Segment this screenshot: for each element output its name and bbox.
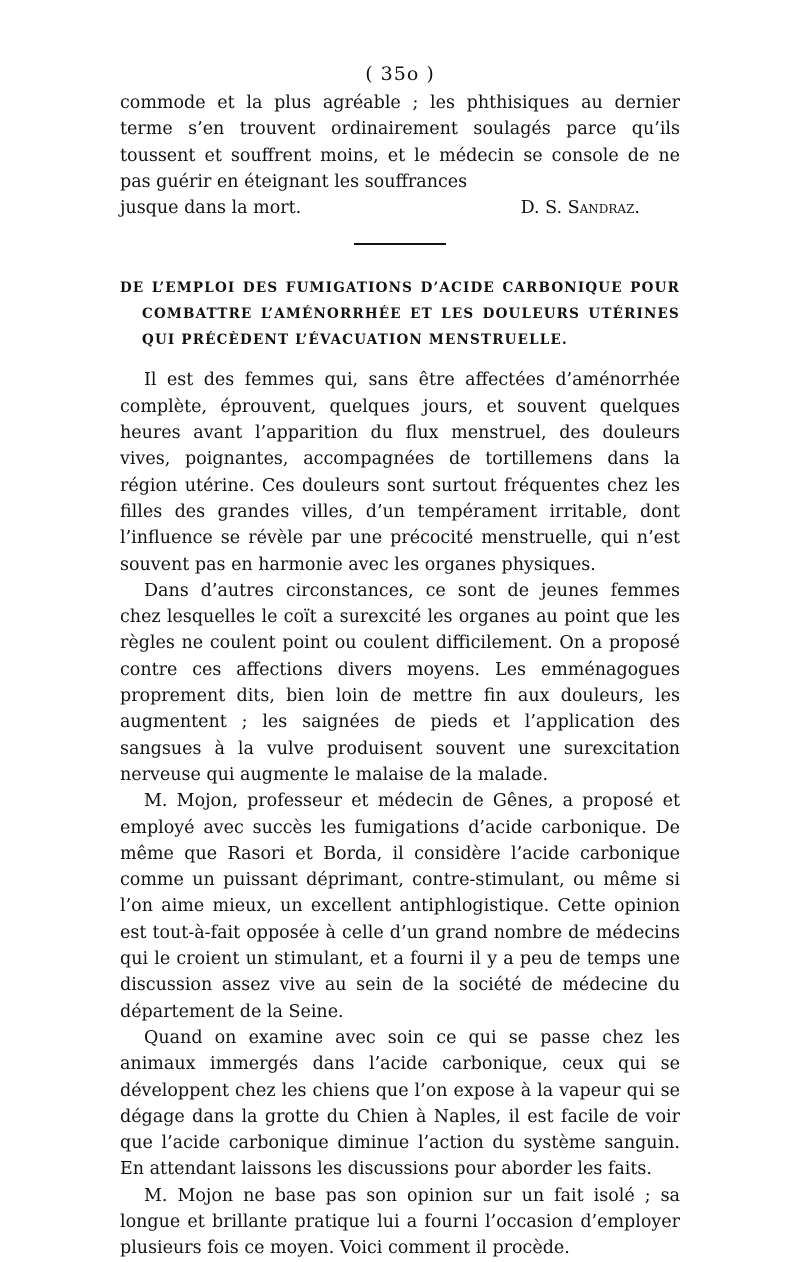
article-title: DE L’EMPLOI DES FUMIGATIONS D’ACIDE CARBONIQUE POUR COMBATTRE L’AMÉNORRHÉE ET LES DOULEURS UTÉRINES QUI PRÉCÈDENT L’ÉVACUATION MENSTRUELLE. xyxy=(120,280,680,349)
book-page xyxy=(120,60,680,1262)
article-paragraph-5: M. Mojon ne base pas son opinion sur un fait isolé ; sa longue et brillante pratique lui a fourni l’occasion d’employer plusieurs fois ce moyen. Voici comment il procède. xyxy=(120,1185,680,1259)
article-paragraph-3: M. Mojon, professeur et médecin de Gênes, a proposé et employé avec succès les fumigations d’acide carbonique. De même que Rasori et Borda, il considère l’acide carbonique comme un puissant déprimant, contre-stimulant, ou même si l’on aime mieux, un excellent antiphlogistique. Cette opinion est tout-à-fait opposée à celle d’un grand nombre de médecins qui le croient un stimulant, et a fourni il y a peu de temps une discussion assez vive au sein de la société de médecine du département de la Seine. xyxy=(120,791,680,1022)
section-separator xyxy=(354,243,446,245)
article-paragraph-1: Il est des femmes qui, sans être affectées d’aménorrhée complète, éprouvent, quelques jours, et souvent quelques heures avant l’apparition du flux menstruel, des douleurs vives, poignantes, accompagnées de tortillemens dans la région utérine. Ces douleurs sont surtout fréquentes chez les filles des grandes villes, d’un tempérament irritable, dont l’influence se révèle par une précocité menstruelle, qui n’est souvent pas en harmonie avec les organes physiques. xyxy=(120,370,680,575)
continuation-last-line: jusque dans la mort. xyxy=(120,198,302,219)
signature-name: Sandraz. xyxy=(567,198,640,219)
article-paragraph-2: Dans d’autres circonstances, ce sont de jeunes femmes chez lesquelles le coït a surexcité les organes au point que les règles ne coulent point ou coulent difficilement. On a proposé contre ces affections divers moyens. Les emménagogues proprement dits, bien loin de mettre fin aux douleurs, les augmentent ; les saignées de pieds et l’application des sangsues à la vulve produisent souvent une surexcitation nerveuse qui augmente le malaise de la malade. xyxy=(120,580,680,785)
page-number: ( 35o ) xyxy=(365,63,435,85)
signature-initials: D. S. xyxy=(520,198,563,219)
continuation-paragraph: commode et la plus agréable ; les phthisiques au dernier terme s’en trouvent ordinairement soulagés parce qu’ils toussent et souffrent moins, et le médecin se console de ne pas guérir en éteignant les souffrances xyxy=(120,93,680,192)
signature-line xyxy=(120,195,680,221)
article-paragraph-4: Quand on examine avec soin ce qui se passe chez les animaux immergés dans l’acide carbonique, ceux qui se développent chez les chiens que l’on expose à la vapeur qui se dégage dans la grotte du Chien à Naples, il est facile de voir que l’acide carbonique diminue l’action du système sanguin. En attendant laissons les discussions pour aborder les faits. xyxy=(120,1027,680,1180)
author-signature xyxy=(521,195,680,221)
